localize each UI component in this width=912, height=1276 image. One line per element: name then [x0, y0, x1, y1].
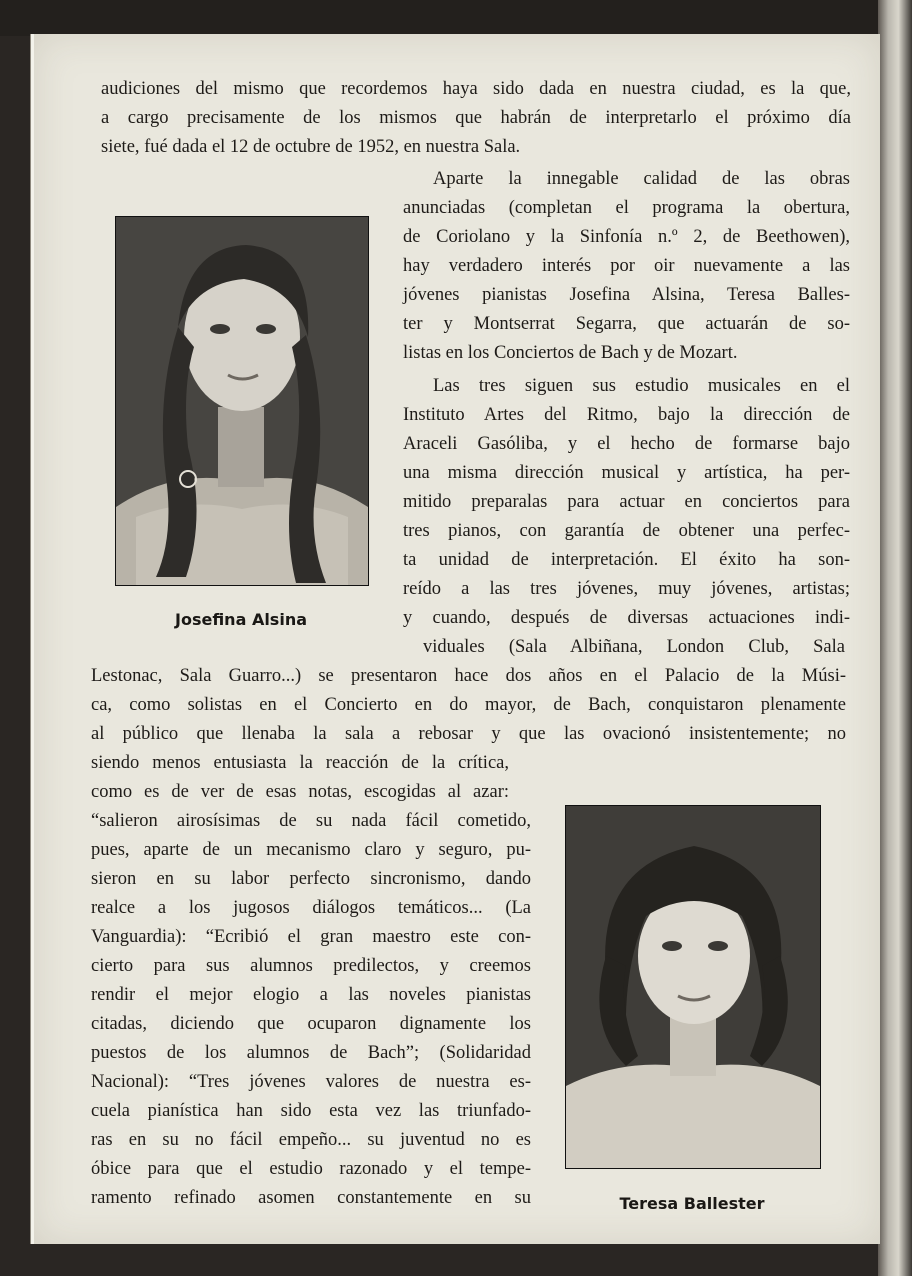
- portrait-photo-josefina: [115, 216, 369, 586]
- text-line: “salieron airosísimas de su nada fácil cometido,: [91, 811, 531, 831]
- text-line: siendo menos entusiasta la reacción de la crítica,: [91, 753, 509, 773]
- text-line: Araceli Gasóliba, y el hecho de formarse bajo: [403, 434, 850, 454]
- text-line: realce a los jugosos diálogos temáticos... (La: [91, 898, 531, 918]
- text-line: rendir el mejor elogio a las noveles pianistas: [91, 985, 531, 1005]
- text-line: sieron en su labor perfecto sincronismo, dando: [91, 869, 531, 889]
- text-line: anunciadas (completan el programa la obertura,: [403, 198, 850, 218]
- text-line: Las tres siguen sus estudio musicales en el: [433, 376, 850, 396]
- text-line: Lestonac, Sala Guarro...) se presentaron hace dos años en el Palacio de la Músi-: [91, 666, 846, 686]
- photo-caption-josefina: Josefina Alsina: [175, 610, 307, 629]
- text-line: óbice para que el estudio razonado y el tempe-: [91, 1159, 531, 1179]
- text-line: viduales (Sala Albiñana, London Club, Sala: [423, 637, 845, 657]
- text-line: jóvenes pianistas Josefina Alsina, Teresa Balles-: [403, 285, 850, 305]
- text-line: listas en los Conciertos de Bach y de Mozart.: [403, 343, 738, 363]
- text-line: cierto para sus alumnos predilectos, y creemos: [91, 956, 531, 976]
- text-line: Nacional): “Tres jóvenes valores de nuestra es-: [91, 1072, 531, 1092]
- photo-caption-teresa: Teresa Ballester: [619, 1194, 765, 1213]
- text-line: citadas, diciendo que ocuparon dignamente los: [91, 1014, 531, 1034]
- next-page-edge: [878, 0, 912, 1276]
- text-line: ca, como solistas en el Concierto en do mayor, de Bach, conquistaron plenamente: [91, 695, 846, 715]
- text-line: mitido preparalas para actuar en conciertos para: [403, 492, 850, 512]
- text-line: una misma dirección musical y artística, ha per-: [403, 463, 850, 483]
- text-line: a cargo precisamente de los mismos que habrán de interpretarlo el próximo día: [101, 108, 851, 128]
- text-line: y cuando, después de diversas actuaciones indi-: [403, 608, 850, 628]
- text-line: Instituto Artes del Ritmo, bajo la dirección de: [403, 405, 850, 425]
- text-line: reído a las tres jóvenes, muy jóvenes, artistas;: [403, 579, 850, 599]
- text-line: Vanguardia): “Ecribió el gran maestro este con-: [91, 927, 531, 947]
- text-line: puestos de los alumnos de Bach”; (Solidaridad: [91, 1043, 531, 1063]
- text-line: al público que llenaba la sala a rebosar y que las ovacionó insistentemente; no: [91, 724, 846, 744]
- text-line: pues, aparte de un mecanismo claro y seguro, pu-: [91, 840, 531, 860]
- text-line: como es de ver de esas notas, escogidas al azar:: [91, 782, 509, 802]
- text-line: de Coriolano y la Sinfonía n.º 2, de Beethowen),: [403, 227, 850, 247]
- scan-background-top: [0, 0, 912, 36]
- portrait-photo-teresa: [565, 805, 821, 1169]
- text-line: ter y Montserrat Segarra, que actuarán de so-: [403, 314, 850, 334]
- text-line: siete, fué dada el 12 de octubre de 1952, en nuestra Sala.: [101, 137, 521, 157]
- text-line: Aparte la innegable calidad de las obras: [433, 169, 850, 189]
- text-line: ta unidad de interpretación. El éxito ha son-: [403, 550, 850, 570]
- document-page: [34, 34, 880, 1244]
- text-line: hay verdadero interés por oir nuevamente a las: [403, 256, 850, 276]
- text-line: audiciones del mismo que recordemos haya sido dada en nuestra ciudad, es la que,: [101, 79, 851, 99]
- text-line: ramento refinado asomen constantemente en su: [91, 1188, 531, 1208]
- text-line: ras en su no fácil empeño... su juventud no es: [91, 1130, 531, 1150]
- text-line: tres pianos, con garantía de obtener una perfec-: [403, 521, 850, 541]
- text-line: cuela pianística han sido esta vez las triunfado-: [91, 1101, 531, 1121]
